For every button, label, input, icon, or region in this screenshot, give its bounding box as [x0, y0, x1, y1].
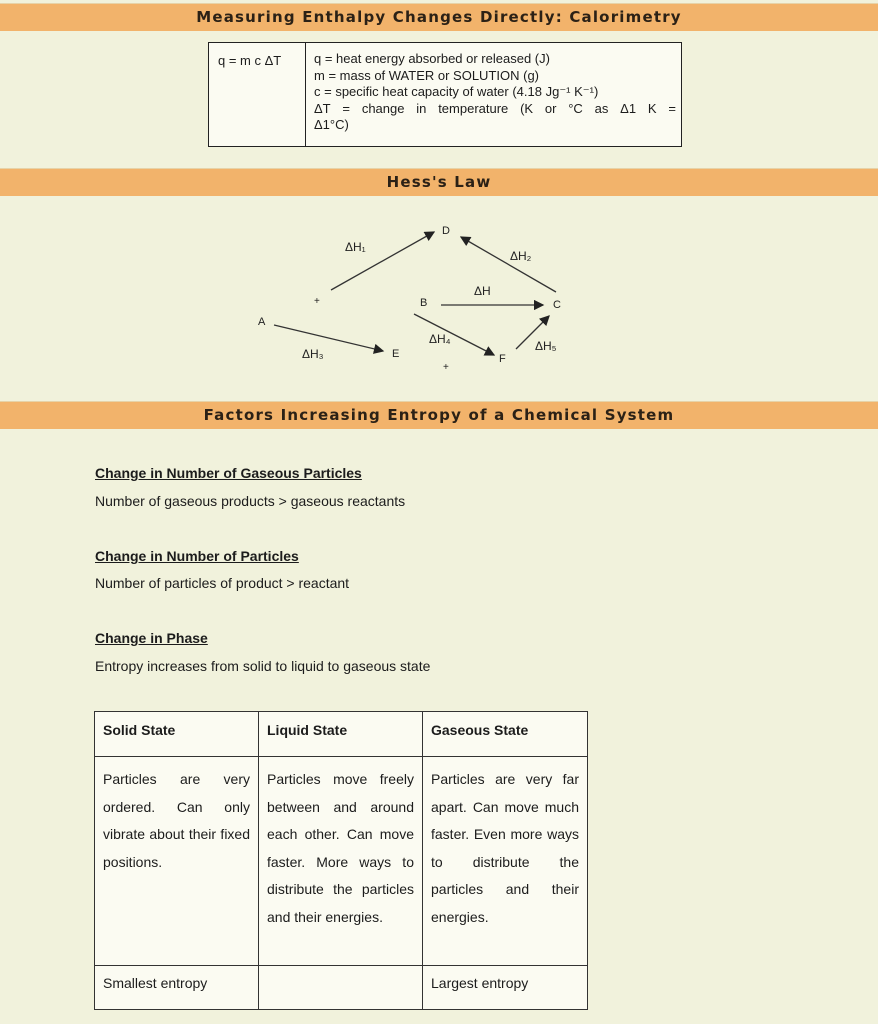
node-D: D	[442, 225, 450, 237]
factor-description: Entropy increases from solid to liquid to gaseous state	[95, 658, 431, 674]
header-liquid: Liquid State	[259, 712, 423, 757]
label-dH1: ΔH₁	[345, 240, 366, 254]
definition-word: (K	[520, 100, 534, 116]
plus-sign: +	[443, 362, 449, 373]
factor-heading: Change in Number of Gaseous Particles	[95, 465, 362, 481]
section-banner-entropy: Factors Increasing Entropy of a Chemical System	[0, 401, 878, 429]
arrow-B-to-F	[414, 314, 494, 355]
calorimetry-definitions	[314, 51, 676, 134]
arrow-A-to-E	[274, 325, 383, 351]
calorimetry-box	[208, 42, 682, 147]
node-F: F	[499, 353, 506, 365]
node-C: C	[553, 299, 561, 311]
definition-word: Δ1	[620, 100, 637, 116]
table-row	[95, 757, 588, 966]
label-dH3: ΔH₃	[302, 347, 324, 361]
header-gas: Gaseous State	[423, 712, 588, 757]
definition-word: =	[342, 100, 351, 116]
definition-word: as	[594, 100, 609, 116]
entropy-gas: Largest entropy	[423, 966, 588, 1010]
factor-description: Number of particles of product > reactant	[95, 575, 350, 591]
definition-word: temperature	[438, 100, 509, 116]
factor-description: Number of gaseous products > gaseous reactants	[95, 493, 406, 509]
label-dH4: ΔH₄	[429, 332, 451, 346]
entropy-solid: Smallest entropy	[95, 966, 259, 1010]
states-of-matter-table	[94, 711, 588, 1010]
node-A: A	[258, 316, 266, 328]
calorimetry-formula: q = m c ΔT	[209, 43, 306, 146]
definition-line: q = heat energy absorbed or released (J)	[314, 51, 550, 66]
definition-word: change	[361, 100, 405, 116]
definition-line	[314, 101, 676, 118]
table-footer-row	[95, 966, 588, 1010]
description-liquid: Particles move freely between and around each other. Can move faster. More ways to distribute the particles and their energies.	[259, 757, 423, 966]
node-E: E	[392, 348, 400, 360]
definition-line: m = mass of WATER or SOLUTION (g)	[314, 67, 539, 83]
section-banner-hess: Hess's Law	[0, 168, 878, 196]
node-B: B	[420, 297, 428, 309]
definition-line: c = specific heat capacity of water (4.18 Jg⁻¹ K⁻¹)	[314, 84, 599, 99]
factor-heading: Change in Number of Particles	[95, 548, 299, 564]
definition-line: Δ1°C)	[314, 117, 349, 132]
hess-cycle-diagram	[0, 195, 878, 395]
label-dH5: ΔH₅	[535, 339, 557, 353]
plus-sign: +	[314, 296, 320, 307]
description-gas: Particles are very far apart. Can move much faster. Even more ways to distribute the particles and their energies.	[423, 757, 588, 966]
definition-word: =	[668, 100, 676, 116]
definition-word: K	[647, 100, 657, 116]
header-solid: Solid State	[95, 712, 259, 757]
definition-word: °C	[568, 100, 583, 116]
label-dH: ΔH	[474, 284, 491, 298]
definition-word: or	[544, 100, 557, 116]
description-solid: Particles are very ordered. Can only vibrate about their fixed positions.	[95, 757, 259, 966]
entropy-liquid	[259, 966, 423, 1010]
section-banner-calorimetry: Measuring Enthalpy Changes Directly: Calorimetry	[0, 3, 878, 31]
table-header-row	[95, 712, 588, 757]
definition-word: ΔT	[314, 100, 331, 116]
label-dH2: ΔH₂	[510, 249, 532, 263]
definition-word: in	[416, 100, 427, 116]
factor-heading: Change in Phase	[95, 630, 208, 646]
